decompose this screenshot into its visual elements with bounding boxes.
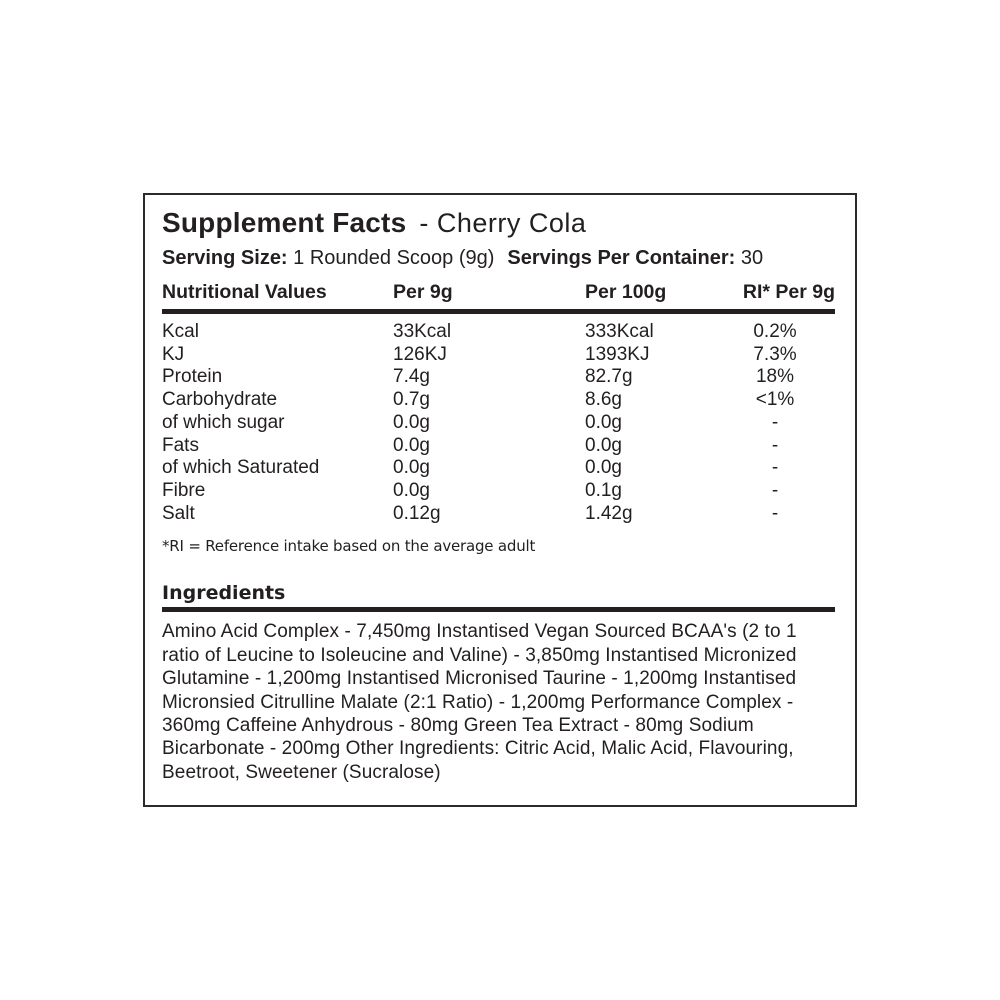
row-ri: - [771, 434, 779, 456]
servings-per-container-value: 30 [735, 247, 764, 269]
row-per-9g: 0.7g [393, 389, 430, 411]
ingredients-text: Amino Acid Complex - 7,450mg Instantised Vegan Sourced BCAA's (2 to 1 ratio of Leucine to Isoleucine and Valine) - 3,850mg Instantised Micronized Glutamine - 1,200mg Instantised Micronised Taurine - 1,200mg Instantised Micronsied Citrulline Malate (2:1 Ratio) - 1,200mg Performance Complex - 360mg Caffeine Anhydrous - 80mg Green Tea Extract - 80mg Sodium Bicarbonate - 200mg Other Ingredients: Citric Acid, Malic Acid, Flavouring, Beetroot, Sweetener (Sucralose) [162, 621, 797, 783]
label-title: Supplement Facts [162, 207, 407, 238]
row-per-100g: 1.42g [585, 502, 633, 524]
row-per-100g: 333Kcal [585, 321, 654, 342]
row-per-100g: 8.6g [585, 389, 622, 411]
row-name: of which Saturated [162, 457, 320, 479]
row-ri: <1% [755, 389, 795, 411]
row-name: Salt [162, 502, 195, 524]
header-per-9g: Per 9g [393, 281, 453, 303]
row-per-9g: 0.0g [393, 457, 430, 479]
row-per-100g: 0.0g [585, 434, 622, 456]
row-ri: - [771, 502, 779, 524]
row-ri: - [771, 411, 779, 433]
row-per-100g: 0.0g [585, 457, 622, 479]
row-ri: 7.3% [753, 343, 797, 365]
row-per-9g: 0.0g [393, 434, 430, 456]
servings-per-container-label: Servings Per Container: [507, 247, 736, 269]
label-title-row [162, 207, 835, 239]
ingredients-divider-rule [162, 607, 835, 612]
row-per-9g: 0.12g [393, 502, 441, 524]
row-name: Protein [162, 366, 223, 388]
row-ri: 18% [755, 366, 795, 388]
row-per-9g: 7.4g [393, 366, 430, 388]
row-name: Fats [162, 434, 199, 456]
serving-size-value: 1 Rounded Scoop (9g) [287, 247, 495, 269]
ri-footnote: *RI = Reference intake based on the average adult [162, 537, 536, 556]
ingredients-heading: Ingredients [162, 582, 286, 605]
header-ri-per-9g: RI* Per 9g [742, 281, 835, 303]
row-name: KJ [162, 343, 185, 365]
row-per-100g: 0.0g [585, 411, 622, 433]
row-per-9g: 126KJ [393, 343, 447, 365]
row-per-100g: 82.7g [585, 366, 633, 388]
label-flavor: - Cherry Cola [419, 208, 587, 238]
row-per-9g: 0.0g [393, 479, 430, 501]
serving-info-row [162, 246, 835, 270]
row-per-9g: 0.0g [393, 411, 430, 433]
header-divider-rule [162, 309, 835, 314]
row-per-9g: 33Kcal [393, 321, 452, 342]
row-name: Kcal [162, 321, 199, 342]
serving-size-label: Serving Size: [162, 247, 288, 269]
row-name: Carbohydrate [162, 389, 278, 411]
header-per-100g: Per 100g [585, 281, 667, 303]
nutrition-table-header [162, 281, 835, 304]
row-ri: 0.2% [753, 321, 797, 342]
row-per-100g: 1393KJ [585, 343, 650, 365]
header-nutritional-values: Nutritional Values [162, 281, 327, 303]
row-name: Fibre [162, 479, 206, 501]
row-name: of which sugar [162, 411, 285, 433]
row-per-100g: 0.1g [585, 479, 622, 501]
row-ri: - [771, 479, 779, 501]
nutrition-table-body [162, 321, 835, 525]
row-ri: - [771, 457, 779, 479]
supplement-facts-label [143, 193, 857, 807]
